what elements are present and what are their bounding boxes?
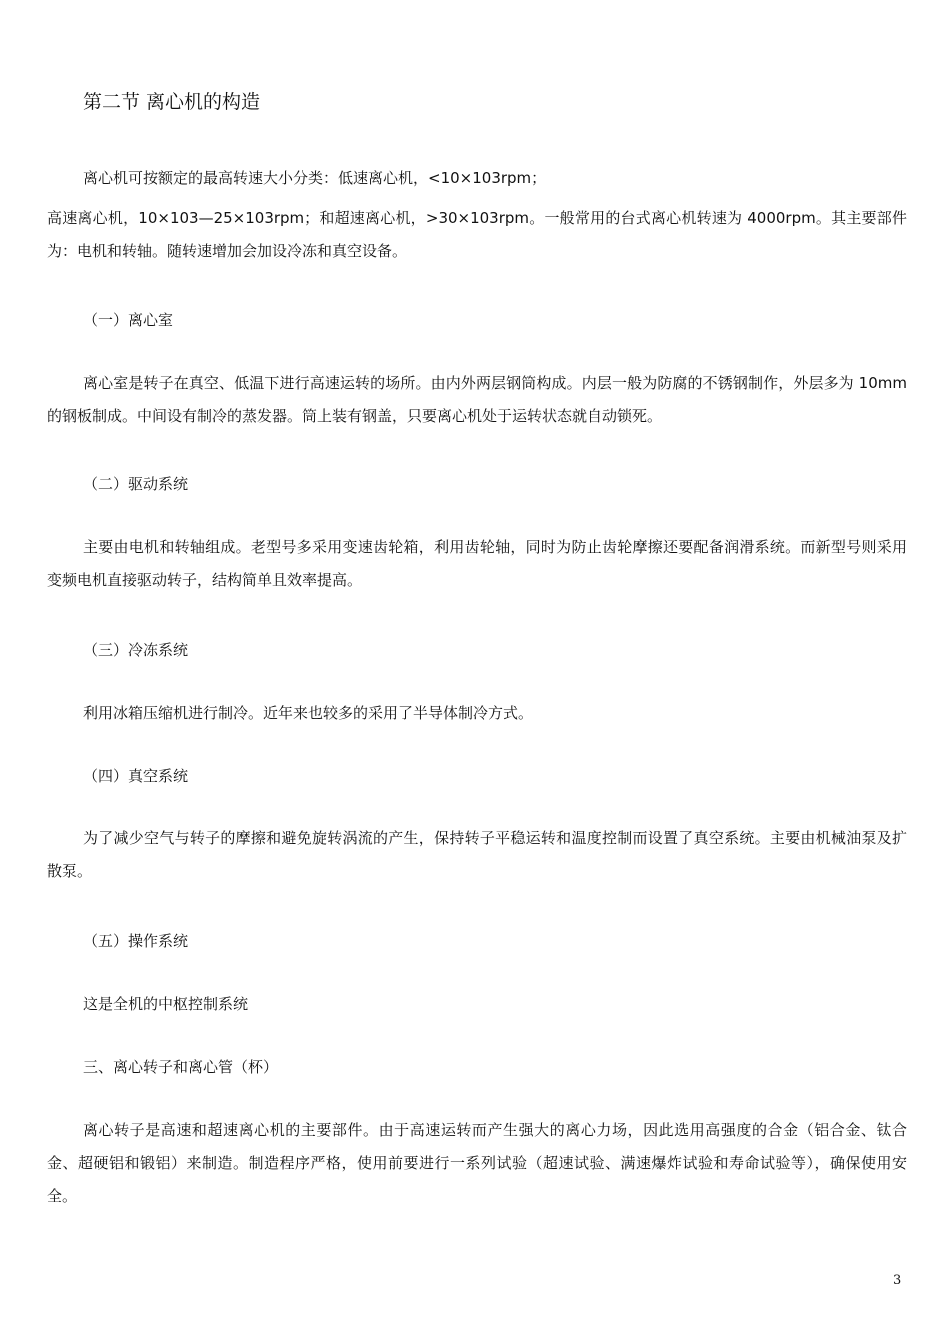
item-title-cooling: （三）冷冻系统	[83, 641, 189, 659]
item-title-vacuum: （四）真空系统	[83, 767, 189, 785]
item-title-chamber: （一）离心室	[83, 311, 174, 329]
intro-line-1: 离心机可按额定的最高转速大小分类：低速离心机，<10×103rpm；	[83, 169, 547, 187]
item-body-vacuum: 为了减少空气与转子的摩擦和避免旋转涡流的产生，保持转子平稳运转和温度控制而设置了真空系统。主要由机械油泵及扩散泵。	[47, 829, 907, 880]
intro-paragraph: 高速离心机，10×103—25×103rpm；和超速离心机，>30×103rpm。一般常用的台式离心机转速为 4000rpm。其主要部件为：电机和转轴。随转速增加会加设冷冻和真空设备。	[47, 209, 907, 260]
section-title: 第二节 离心机的构造	[83, 91, 261, 113]
part3-title: 三、离心转子和离心管（杯）	[83, 1058, 279, 1076]
part3-body: 离心转子是高速和超速离心机的主要部件。由于高速运转而产生强大的离心力场，因此选用高强度的合金（铝合金、钛合金、超硬铝和锻铝）来制造。制造程序严格，使用前要进行一系列试验（超速试验、满速爆炸试验和寿命试验等），确保使用安全。	[47, 1121, 907, 1205]
page-number: 3	[893, 1273, 902, 1288]
item-body-drive: 主要由电机和转轴组成。老型号多采用变速齿轮箱，利用齿轮轴，同时为防止齿轮摩擦还要配备润滑系统。而新型号则采用变频电机直接驱动转子，结构简单且效率提高。	[47, 538, 907, 589]
item-body-operation: 这是全机的中枢控制系统	[83, 995, 249, 1013]
item-title-operation: （五）操作系统	[83, 932, 189, 950]
item-body-chamber: 离心室是转子在真空、低温下进行高速运转的场所。由内外两层钢筒构成。内层一般为防腐的不锈钢制作，外层多为 10mm 的钢板制成。中间设有制冷的蒸发器。筒上装有钢盖，只要离心机处于运转状态就自动锁死。	[47, 374, 907, 425]
item-title-drive: （二）驱动系统	[83, 475, 189, 493]
item-body-cooling: 利用冰箱压缩机进行制冷。近年来也较多的采用了半导体制冷方式。	[83, 704, 534, 722]
